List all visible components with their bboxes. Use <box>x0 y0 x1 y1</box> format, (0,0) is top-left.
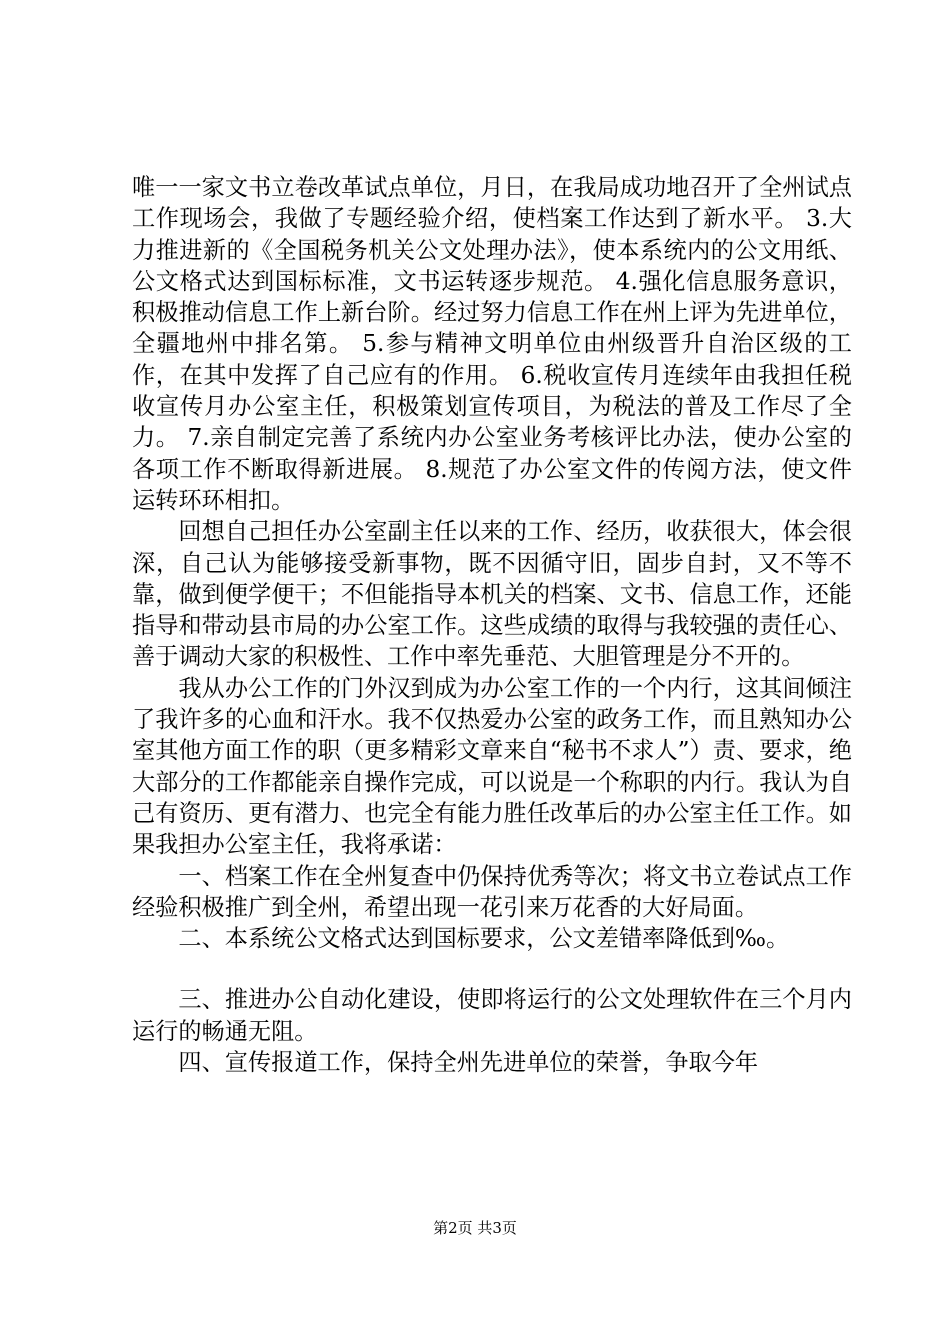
page-number-label: 第2页 共3页 <box>433 1219 517 1237</box>
paragraph-7: 四、宣传报道工作，保持全州先进单位的荣誉，争取今年 <box>178 1049 759 1077</box>
paragraph-5: 二、本系统公文格式达到国标要求，公文差错率降低到‰。 <box>178 925 790 953</box>
page-footer <box>0 1218 950 1238</box>
paragraph-2: 回想自己担任办公室副主任以来的工作、经历，收获很大，体会很深，自己认为能够接受新事物，既不因循守旧，固步自封，又不等不靠，做到便学便干；不但能指导本机关的档案、文书、信息工作，还能指导和带动县市局的办公室工作。这些成绩的取得与我较强的责任心、善于调动大家的积极性、工作中率先垂范、大胆管理是分不开的。 <box>132 518 852 671</box>
paragraph-3: 我从办公工作的门外汉到成为办公室工作的一个内行，这其间倾注了我许多的心血和汗水。我不仅热爱办公室的政务工作，而且熟知办公室其他方面工作的职（更多精彩文章来自“秘书不求人”）责、要求，绝大部分的工作都能亲自操作完成，可以说是一个称职的内行。我认为自己有资历、更有潜力、也完全有能力胜任改革后的办公室主任工作。如果我担办公室主任，我将承诺： <box>132 674 852 859</box>
paragraph-6: 三、推进办公自动化建设，使即将运行的公文处理软件在三个月内运行的畅通无阻。 <box>132 986 852 1045</box>
document-body <box>132 172 852 1078</box>
paragraph-1: 唯一一家文书立卷改革试点单位，月日，在我局成功地召开了全州试点工作现场会，我做了专题经验介绍，使档案工作达到了新水平。 3.大力推进新的《全国税务机关公文处理办法》，使本系统内的公文用纸、公文格式达到国标标准，文书运转逐步规范。 4.强化信息服务意识，积极推动信息工作上新台阶。经过努力信息工作在州上评为先进单位，全疆地州中排名第。 5.参与精神文明单位由州级晋升自治区级的工作，在其中发挥了自己应有的作用。 6.税收宣传月连续年由我担任税收宣传月办公室主任，积极策划宣传项目，为税法的普及工作尽了全力。 7.亲自制定完善了系统内办公室业务考核评比办法，使办公室的各项工作不断取得新进展。 8.规范了办公室文件的传阅方法，使文件运转环环相扣。 <box>132 174 852 514</box>
paragraph-4: 一、档案工作在全州复查中仍保持优秀等次；将文书立卷试点工作经验积极推广到全州，希望出现一花引来万花香的大好局面。 <box>132 862 852 921</box>
